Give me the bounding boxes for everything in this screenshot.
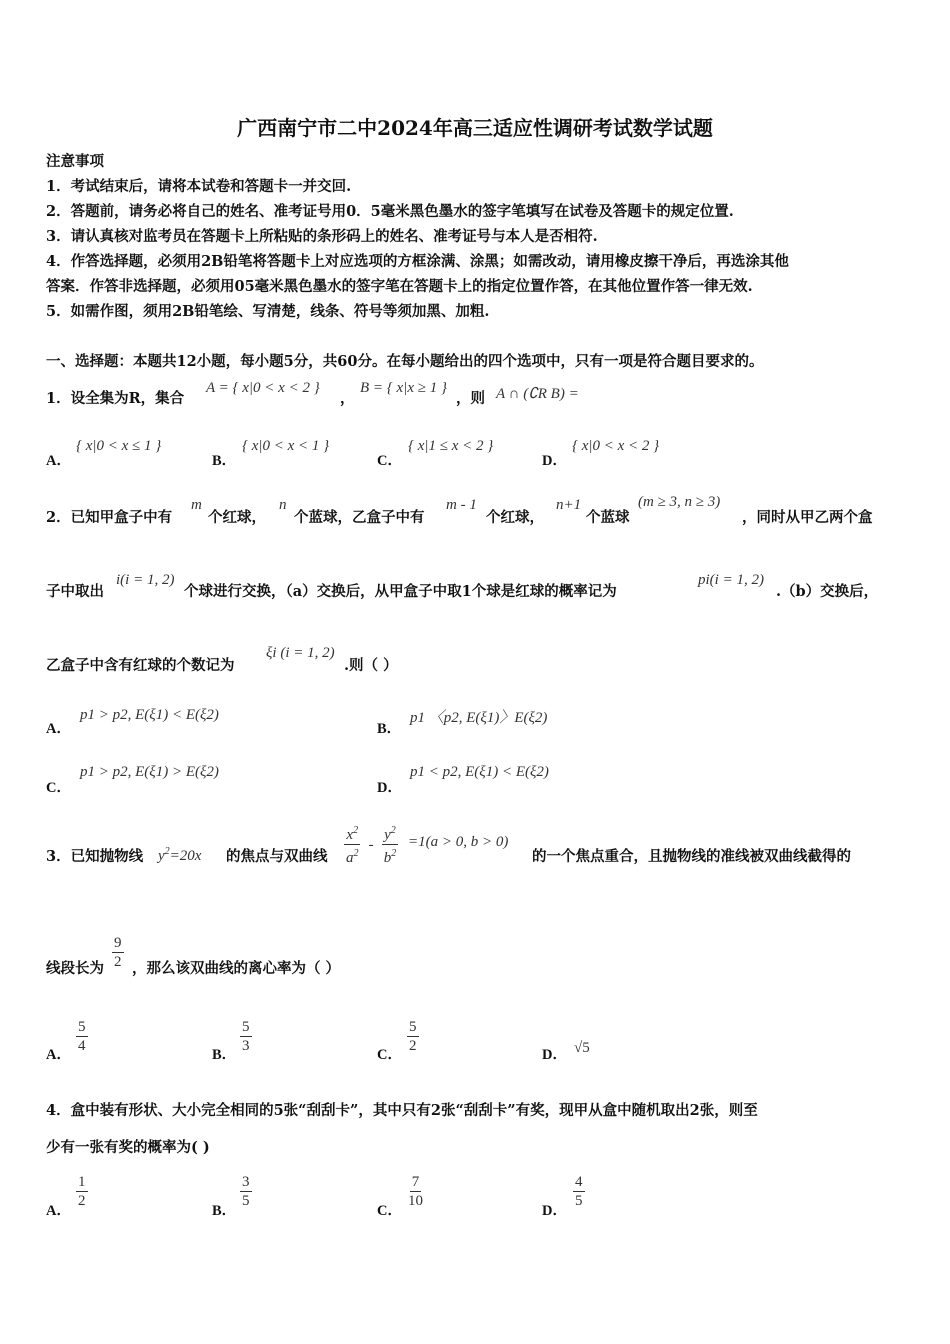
q1-option-b-label[interactable]: B． [212, 453, 237, 469]
q2-stem-1c: 个蓝球，乙盒子中有 [294, 509, 425, 526]
q1-option-a-label[interactable]: A． [46, 453, 71, 469]
q2-stem-3b: .则（ ） [344, 657, 398, 674]
notice-item: 2．答题前，请务必将自己的姓名、准考证号用0．5毫米黑色墨水的签字笔填写在试卷及答题卡的规定位置. [46, 203, 734, 220]
q1-set-b: B = { x|x ≥ 1 } [360, 380, 447, 396]
q1-option-a[interactable]: { x|0 < x ≤ 1 } [76, 438, 162, 454]
q2-stem-2c: .（b）交换后， [776, 583, 879, 600]
q3-stem-2a: 线段长为 [46, 960, 104, 977]
q2-stem-3a: 乙盒子中含有红球的个数记为 [46, 657, 235, 674]
q2-option-b[interactable]: p1 〈p2, E(ξ1)〉E(ξ2) [410, 710, 548, 726]
q1-option-b[interactable]: { x|0 < x < 1 } [242, 438, 330, 454]
q2-stem-2a: 子中取出 [46, 583, 104, 600]
q3-option-b[interactable]: $\frac{5}{3}$ [242, 1019, 250, 1054]
q2-stem-1f: ，同时从甲乙两个盒 [742, 509, 873, 526]
q1-stem: 1．设全集为R，集合 [46, 390, 185, 407]
q3-stem-1c: 的一个焦点重合，且抛物线的准线被双曲线截得的 [532, 848, 851, 865]
q4-option-c[interactable]: $\frac{7}{10}$ [408, 1174, 423, 1209]
q3-stem-1b: 的焦点与双曲线 [226, 848, 328, 865]
notice-item: 3．请认真核对监考员在答题卡上所粘贴的条形码上的姓名、准考证号与本人是否相符. [46, 228, 598, 245]
q4-option-d[interactable]: $\frac{4}{5}$ [575, 1174, 583, 1209]
q2-xi: ξi (i = 1, 2) [266, 645, 335, 661]
q4-stem-2: 少有一张有奖的概率为( ) [46, 1139, 210, 1156]
q2-stem-1a: 2．已知甲盒子中有 [46, 509, 173, 526]
q3-option-c[interactable]: $\frac{5}{2}$ [409, 1019, 417, 1054]
q3-option-b-label[interactable]: B． [212, 1047, 237, 1063]
q3-option-a-label[interactable]: A． [46, 1047, 71, 1063]
q3-segment-length: $\frac{9}{2}$ [114, 935, 122, 970]
q1-expression: A ∩ (∁R B) = [496, 386, 579, 402]
q3-option-c-label[interactable]: C． [377, 1047, 402, 1063]
q3-option-a[interactable]: $\frac{5}{4}$ [78, 1019, 86, 1054]
q3-option-d[interactable]: √5 [574, 1040, 590, 1056]
q1-option-c-label[interactable]: C． [377, 453, 402, 469]
q2-stem-1e: 个蓝球 [586, 509, 630, 526]
notice-item: 5．如需作图，须用2B铅笔绘、写清楚，线条、符号等须加黑、加粗. [46, 303, 490, 320]
q4-option-c-label[interactable]: C． [377, 1203, 402, 1219]
q1-comma: ， [340, 390, 355, 407]
q3-hyperbola-condition: =1(a > 0, b > 0) [408, 834, 509, 850]
q4-option-b[interactable]: $\frac{3}{5}$ [242, 1174, 250, 1209]
q2-m-minus-1: m - 1 [446, 497, 477, 513]
q2-option-b-label[interactable]: B． [377, 721, 402, 737]
q2-option-a[interactable]: p1 > p2, E(ξ1) < E(ξ2) [80, 707, 219, 723]
q4-stem-1: 4．盒中装有形状、大小完全相同的5张“刮刮卡”，其中只有2张“刮刮卡”有奖，现甲从盒中随机取出2张，则至 [46, 1102, 758, 1119]
q4-option-d-label[interactable]: D． [542, 1203, 567, 1219]
q2-m: m [191, 497, 202, 513]
q4-option-b-label[interactable]: B． [212, 1203, 237, 1219]
q3-option-d-label[interactable]: D． [542, 1047, 567, 1063]
q3-stem-2b: ，那么该双曲线的离心率为（ ） [132, 960, 341, 977]
q2-condition: (m ≥ 3, n ≥ 3) [638, 494, 721, 510]
q2-stem-1d: 个红球， [486, 509, 544, 526]
q2-option-d[interactable]: p1 < p2, E(ξ1) < E(ξ2) [410, 764, 549, 780]
q2-n: n [279, 497, 287, 513]
q2-option-c[interactable]: p1 > p2, E(ξ1) > E(ξ2) [80, 764, 219, 780]
q2-option-d-label[interactable]: D． [377, 780, 402, 796]
q2-option-c-label[interactable]: C． [46, 780, 71, 796]
q1-then: ，则 [456, 390, 485, 407]
q4-option-a[interactable]: $\frac{1}{2}$ [78, 1174, 86, 1209]
q3-stem-1a: 3．已知抛物线 [46, 848, 144, 865]
q1-option-d[interactable]: { x|0 < x < 2 } [572, 438, 660, 454]
page-title: 广西南宁市二中2024年高三适应性调研考试数学试题 [237, 116, 713, 140]
notice-item: 4．作答选择题，必须用2B铅笔将答题卡上对应选项的方框涂满、涂黑；如需改动，请用橡皮擦干净后，再选涂其他 [46, 253, 789, 270]
q3-parabola: $y^2=20x$ [158, 846, 202, 864]
section-heading: 一、选择题：本题共12小题，每小题5分，共60分。在每小题给出的四个选项中，只有一项是符合题目要求的。 [46, 353, 764, 370]
q2-i: i(i = 1, 2) [116, 572, 175, 588]
q1-set-a: A = { x|0 < x < 2 } [206, 380, 320, 396]
q2-option-a-label[interactable]: A． [46, 721, 71, 737]
q1-option-c[interactable]: { x|1 ≤ x < 2 } [408, 438, 494, 454]
q2-pi: pi(i = 1, 2) [698, 572, 764, 588]
notice-item: 答案．作答非选择题，必须用05毫米黑色墨水的签字笔在答题卡上的指定位置作答，在其他位置作答一律无效. [46, 278, 753, 295]
q2-stem-1b: 个红球， [208, 509, 266, 526]
notice-item: 1．考试结束后，请将本试卷和答题卡一并交回. [46, 178, 352, 195]
q3-hyperbola: $\frac{x^2}{a^2}$ - $\frac{y^2}{b^2}$ [344, 822, 398, 867]
q1-option-d-label[interactable]: D． [542, 453, 567, 469]
q4-option-a-label[interactable]: A． [46, 1203, 71, 1219]
notice-heading: 注意事项 [46, 153, 104, 170]
q2-stem-2b: 个球进行交换，（a）交换后，从甲盒子中取1个球是红球的概率记为 [184, 583, 617, 600]
q2-n-plus-1: n+1 [556, 497, 582, 513]
